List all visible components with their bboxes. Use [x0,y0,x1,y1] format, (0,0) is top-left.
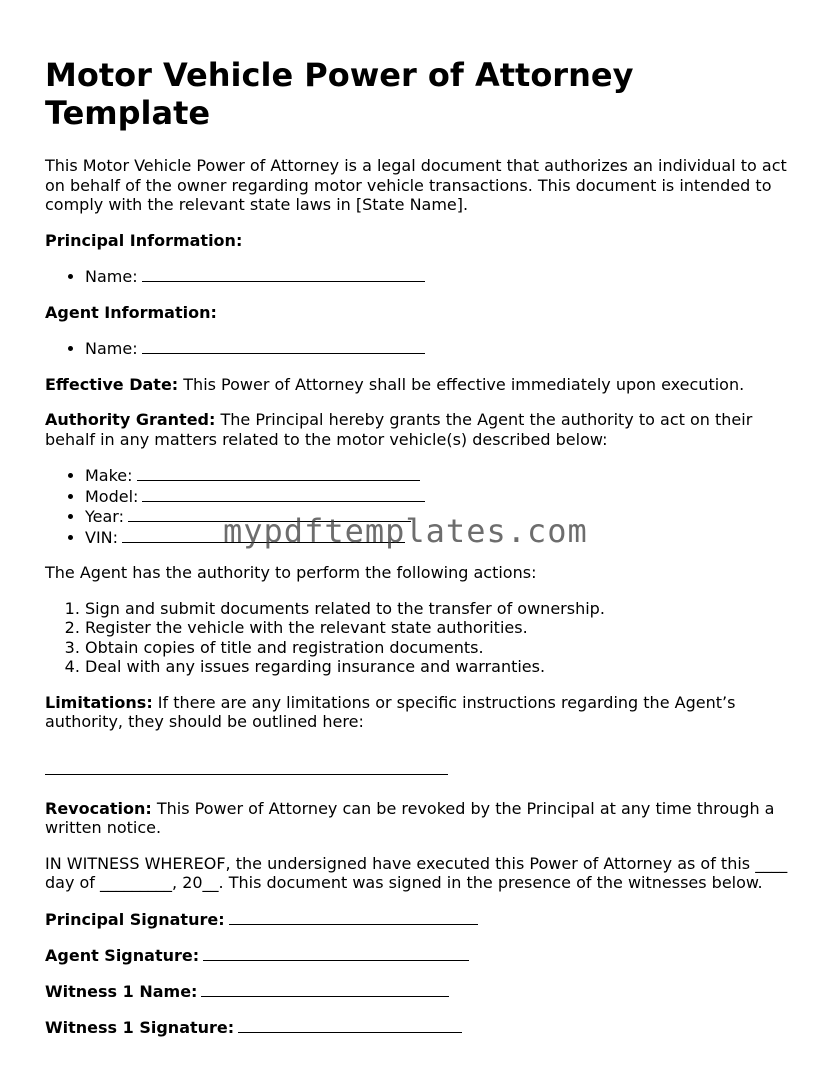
action-item: 4. Deal with any issues regarding insurance and warranties. [85,657,790,677]
action-item: 3. Obtain copies of title and registration documents. [85,638,790,658]
model-label: Model: [85,486,139,506]
witness1-signature-blank[interactable] [238,1017,462,1033]
actions-intro: The Agent has the authority to perform the following actions: [45,563,537,582]
vehicle-make-item [85,465,790,486]
agent-heading: Agent Information: [45,302,217,322]
vehicle-model-item [85,486,790,507]
action-item: 2. Register the vehicle with the relevant state authorities. [85,618,790,638]
effective-date-label: Effective Date: [45,374,179,394]
authority-paragraph [45,410,790,449]
witness1-name-row [45,981,790,1002]
principal-name-label: Name: [85,267,138,286]
principal-signature-row [45,909,790,930]
agent-signature-label: Agent Signature: [45,945,200,965]
effective-date-paragraph [45,375,790,395]
revocation-paragraph [45,799,790,838]
principal-name-item [85,266,790,287]
limitations-paragraph [45,693,790,732]
principal-heading: Principal Information: [45,230,243,250]
year-label: Year: [85,507,124,526]
principal-signature-label: Principal Signature: [45,909,225,929]
intro-paragraph: This Motor Vehicle Power of Attorney is a legal document that authorizes an individual to act on behalf of the owner regarding motor vehicle transactions. This document is intended to comply with the relevant state laws in [State Name]. [45,156,787,214]
agent-name-label: Name: [85,339,138,358]
limitations-label: Limitations: [45,692,153,712]
signature-block [45,909,790,1038]
principal-signature-blank[interactable] [229,909,478,925]
watermark-text: mypdftemplates.com [223,512,588,550]
actions-list [45,599,790,677]
principal-name-blank[interactable] [142,266,425,282]
agent-list [45,338,790,359]
effective-date-text: This Power of Attorney shall be effective immediately upon execution. [178,374,745,394]
authority-text: The Principal hereby grants the Agent the authority to act on their behalf in any matters related to the motor vehicle(s) described below: [45,410,753,449]
make-label: Make: [85,466,133,485]
witness1-signature-row [45,1017,790,1038]
witness1-name-blank[interactable] [201,981,449,997]
vin-label: VIN: [85,527,119,547]
agent-name-item [85,338,790,359]
witness1-name-label: Witness 1 Name: [45,981,198,1001]
action-item: 1. Sign and submit documents related to the transfer of ownership. [85,599,790,619]
make-blank[interactable] [137,465,420,481]
witness1-signature-label: Witness 1 Signature: [45,1017,235,1037]
document-page [45,56,790,1053]
limitations-text: If there are any limitations or specific instructions regarding the Agent’s authority, they should be outlined here: [45,692,736,731]
agent-signature-blank[interactable] [203,945,469,961]
authority-label: Authority Granted: [45,410,216,429]
principal-list [45,266,790,287]
agent-name-blank[interactable] [142,338,425,354]
document-title: Motor Vehicle Power of Attorney Template [45,56,634,132]
revocation-label: Revocation: [45,798,152,818]
witness-clause: IN WITNESS WHEREOF, the undersigned have executed this Power of Attorney as of this ____ day of _________, 20__. This document was signed in the presence of the witnesses below. [45,853,788,892]
limitations-blank[interactable] [45,774,448,775]
model-blank[interactable] [142,486,425,502]
revocation-text: This Power of Attorney can be revoked by the Principal at any time through a written notice. [45,798,775,837]
agent-signature-row [45,945,790,966]
